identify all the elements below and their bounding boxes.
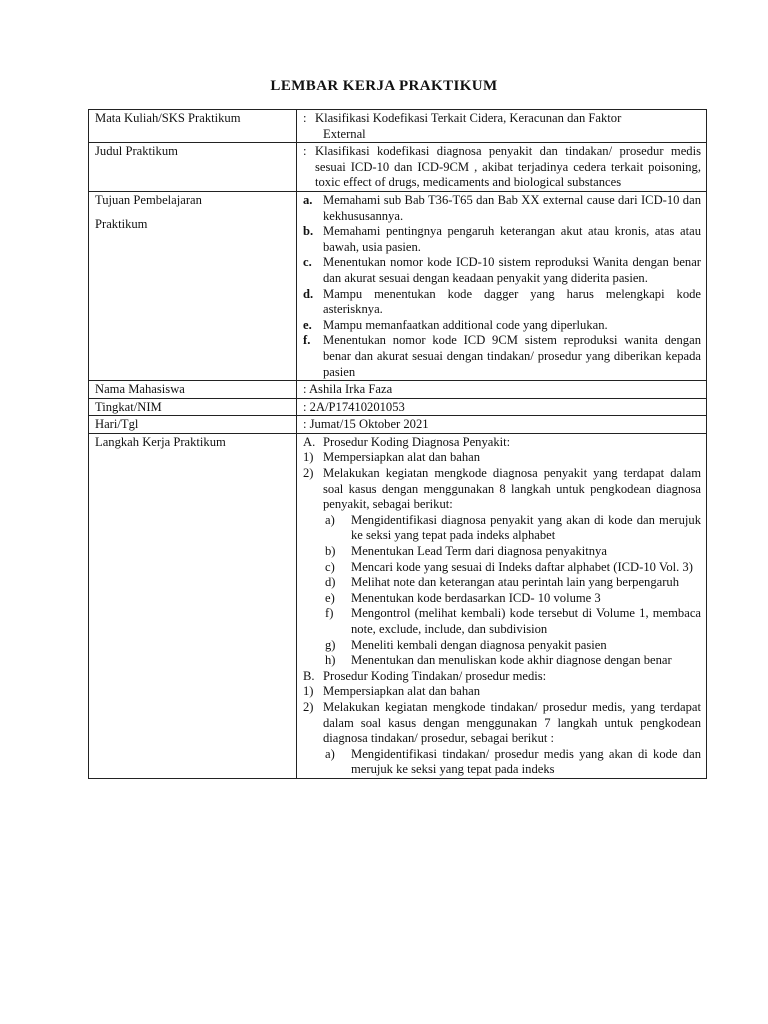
substep-item xyxy=(325,544,701,560)
tujuan-item xyxy=(303,333,701,380)
list-text: Meneliti kembali dengan diagnosa penyakit pasien xyxy=(351,637,607,652)
list-text: Mempersiapkan alat dan bahan xyxy=(323,684,481,699)
substep-item xyxy=(325,747,701,778)
worksheet-table xyxy=(88,109,707,779)
row-nama xyxy=(89,381,707,399)
section-b-steps xyxy=(303,684,701,746)
substep-item xyxy=(325,606,701,637)
label-tujuan xyxy=(89,191,297,380)
section-a-heading xyxy=(303,435,701,451)
list-marker: 1) xyxy=(303,684,314,699)
list-marker: b) xyxy=(325,544,336,559)
value-line2: External xyxy=(323,126,366,141)
list-text: Melakukan kegiatan mengkode tindakan/ prosedur medis, yang terdapat dalam soal kasus dengan menggunakan 7 langkah untuk pengkodean diagnosa tindakan/ prosedur, sebagai berikut : xyxy=(323,699,701,746)
section-marker: A. xyxy=(303,434,316,449)
value-line1: Klasifikasi Kodefikasi Terkait Cidera, Keracunan dan Faktor xyxy=(315,111,622,125)
tujuan-item xyxy=(303,255,701,286)
label-nama: Nama Mahasiswa xyxy=(89,381,297,399)
list-text: Mengidentifikasi diagnosa penyakit yang akan di kode dan merujuk ke seksi yang tepat pada indeks alphabet xyxy=(351,512,701,543)
list-marker: c) xyxy=(325,559,335,574)
list-text: Melihat note dan keterangan atau perintah lain yang berpengaruh xyxy=(351,575,680,590)
list-text: Memahami pentingnya pengaruh keterangan akut atau kronis, atas atau bawah, usia pasien. xyxy=(323,224,701,254)
list-text: Menentukan nomor kode ICD 9CM sistem reproduksi wanita dengan benar dan akurat sesuai dengan tindakan/ prosedur yang diberikan kepada pasien xyxy=(323,333,701,379)
section-a-substeps xyxy=(303,513,701,669)
list-text: Menentukan Lead Term dari diagnosa penyakitnya xyxy=(351,544,607,559)
label-langkah: Langkah Kerja Praktikum xyxy=(89,433,297,778)
substep-item xyxy=(325,575,701,591)
section-title: Prosedur Koding Diagnosa Penyakit: xyxy=(323,434,511,449)
value-nama: : Ashila Irka Faza xyxy=(297,381,707,399)
list-marker: f) xyxy=(325,606,334,621)
tujuan-item xyxy=(303,318,701,334)
list-marker: a) xyxy=(325,512,335,527)
list-text: Mempersiapkan alat dan bahan xyxy=(323,450,481,465)
list-marker: a. xyxy=(303,192,313,207)
judul-text: Klasifikasi kodefikasi diagnosa penyakit dan tindakan/ prosedur medis sesuai ICD-10 dan ICD-9CM , akibat terjadinya cedera terkait poisoning, toxic effect of drugs, medicaments and biological substances xyxy=(315,144,701,190)
section-b-heading xyxy=(303,669,701,685)
list-marker: e) xyxy=(325,590,335,605)
section-b xyxy=(303,669,701,685)
list-marker: b. xyxy=(303,224,314,239)
step-item xyxy=(303,684,701,700)
section-title: Prosedur Koding Tindakan/ prosedur medis: xyxy=(323,668,547,683)
list-text: Memahami sub Bab T36-T65 dan Bab XX external cause dari ICD-10 dan kekhususannya. xyxy=(323,192,701,223)
list-text: Menentukan dan menuliskan kode akhir diagnose dengan benar xyxy=(351,653,672,668)
substep-item xyxy=(325,591,701,607)
list-marker: a) xyxy=(325,746,335,761)
value-judul xyxy=(297,143,707,192)
substep-item xyxy=(325,653,701,669)
substep-item xyxy=(325,560,701,576)
document-title: LEMBAR KERJA PRAKTIKUM xyxy=(270,78,498,94)
section-a xyxy=(303,435,701,451)
label-judul: Judul Praktikum xyxy=(89,143,297,192)
row-hari xyxy=(89,416,707,434)
list-marker: h) xyxy=(325,653,336,668)
list-text: Menentukan nomor kode ICD-10 sistem reproduksi Wanita dengan benar dan akurat sesuai dengan keadaan penyakit yang diderita pasien. xyxy=(323,255,701,285)
tujuan-item xyxy=(303,193,701,224)
list-text: Mampu menentukan kode dagger yang harus melengkapi kode asterisknya. xyxy=(323,286,701,317)
list-marker: d. xyxy=(303,286,314,301)
label-tujuan-line1: Tujuan Pembelajaran xyxy=(95,192,202,207)
section-a-steps xyxy=(303,450,701,512)
label-hari: Hari/Tgl xyxy=(89,416,297,434)
substep-item xyxy=(325,513,701,544)
colon: : xyxy=(303,144,307,159)
list-marker: g) xyxy=(325,637,336,652)
list-marker: d) xyxy=(325,575,336,590)
list-marker: f. xyxy=(303,333,311,348)
value-langkah xyxy=(297,433,707,778)
list-marker: 1) xyxy=(303,450,314,465)
row-mata-kuliah xyxy=(89,110,707,143)
list-marker: 2) xyxy=(303,466,314,481)
list-text: Menentukan kode berdasarkan ICD- 10 volume 3 xyxy=(351,590,601,605)
list-text: Mencari kode yang sesuai di Indeks daftar alphabet (ICD-10 Vol. 3) xyxy=(351,559,693,574)
value-tingkat: : 2A/P17410201053 xyxy=(297,398,707,416)
substep-item xyxy=(325,638,701,654)
list-text: Mampu memanfaatkan additional code yang diperlukan. xyxy=(323,317,608,332)
list-text: Melakukan kegiatan mengkode diagnosa penyakit yang terdapat dalam soal kasus dengan menggunakan 8 langkah untuk pengkodean diagnosa penyakit, sebagai berikut: xyxy=(323,466,701,512)
step-item xyxy=(303,466,701,513)
step-item xyxy=(303,450,701,466)
label-mata-kuliah: Mata Kuliah/SKS Praktikum xyxy=(89,110,297,143)
value-hari: : Jumat/15 Oktober 2021 xyxy=(297,416,707,434)
row-tujuan xyxy=(89,191,707,380)
tujuan-item xyxy=(303,287,701,318)
row-langkah xyxy=(89,433,707,778)
section-marker: B. xyxy=(303,668,315,683)
label-tingkat: Tingkat/NIM xyxy=(89,398,297,416)
value-tujuan xyxy=(297,191,707,380)
list-text: Mengontrol (melihat kembali) kode tersebut di Volume 1, membaca note, exclude, include, dan subdivision xyxy=(351,606,701,636)
section-b-substeps xyxy=(303,747,701,778)
tujuan-list xyxy=(303,193,701,380)
list-text: Mengidentifikasi tindakan/ prosedur medis yang akan di kode dan merujuk ke seksi yang tepat pada indeks xyxy=(351,746,701,777)
list-marker: 2) xyxy=(303,699,314,714)
row-tingkat xyxy=(89,398,707,416)
list-marker: e. xyxy=(303,317,312,332)
row-judul xyxy=(89,143,707,192)
list-marker: c. xyxy=(303,255,312,270)
value-mata-kuliah xyxy=(297,110,707,143)
colon: : xyxy=(303,111,307,125)
tujuan-item xyxy=(303,224,701,255)
step-item xyxy=(303,700,701,747)
label-tujuan-line2: Praktikum xyxy=(95,216,148,231)
